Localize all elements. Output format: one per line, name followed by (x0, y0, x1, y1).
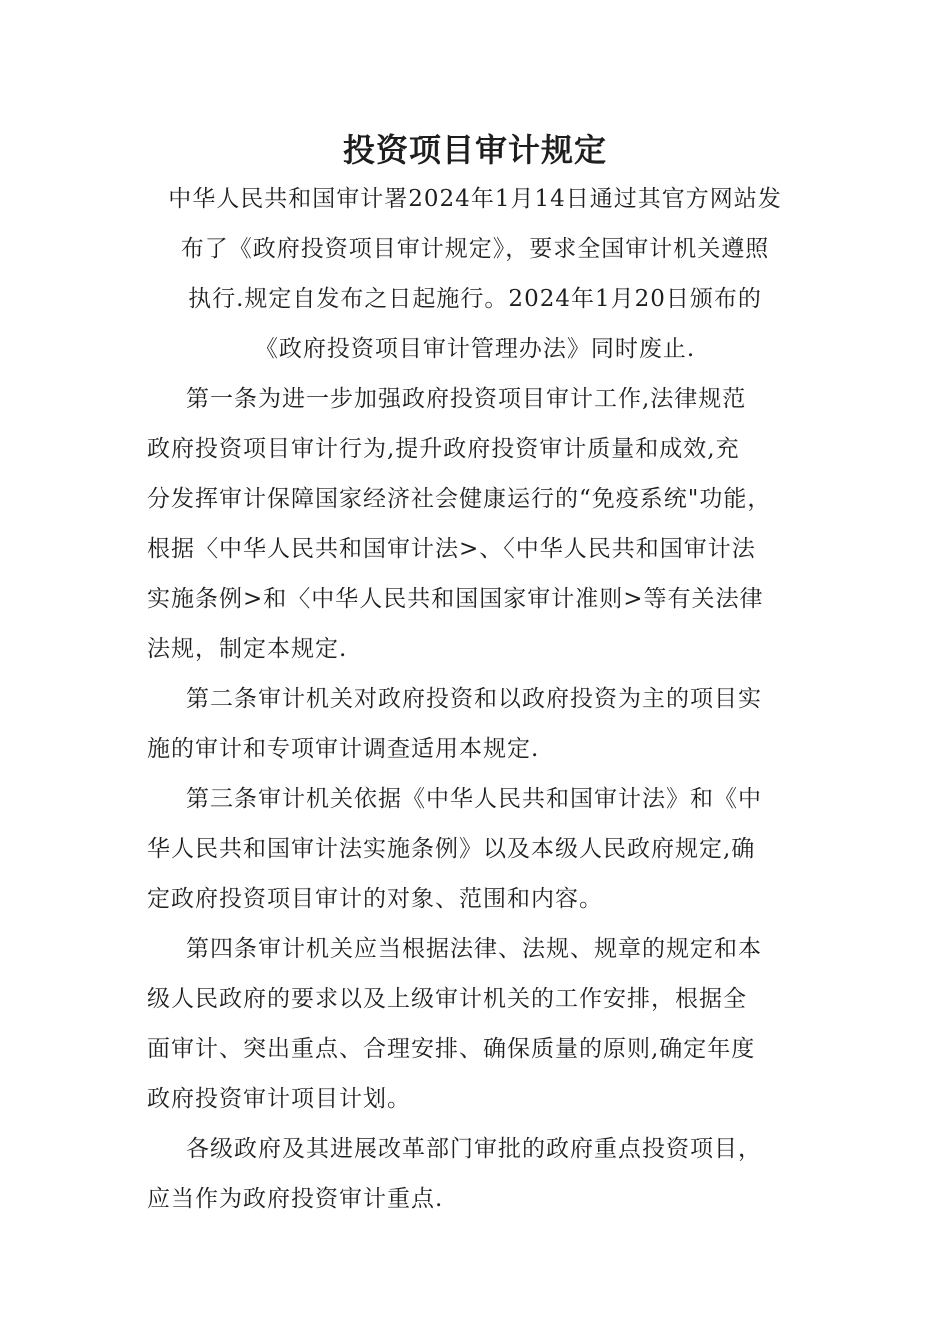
article-line: 施的审计和专项审计调查适用本规定. (147, 736, 540, 762)
article-line: 第三条审计机关依据《中华人民共和国审计法》和《中 (186, 786, 762, 812)
article-line: 各级政府及其进展改革部门审批的政府重点投资项目， (186, 1136, 762, 1162)
article-line: 政府投资项目审计行为,提升政府投资审计质量和成效,充 (147, 436, 740, 462)
article-line: 定政府投资项目审计的对象、范围和内容。 (147, 886, 603, 912)
intro-line: 布了《政府投资项目审计规定》，要求全国审计机关遵照 (180, 236, 770, 262)
article-line: 根据〈中华人民共和国审计法>、〈中华人民共和国审计法 (147, 536, 756, 562)
article-line: 面审计、突出重点、合理安排、确保质量的原则,确定年度 (147, 1036, 756, 1062)
article-line: 第四条审计机关应当根据法律、法规、规章的规定和本 (186, 936, 762, 962)
intro-line: 中华人民共和国审计署2024年1月14日通过其官方网站发 (168, 186, 782, 212)
article-line: 应当作为政府投资审计重点. (147, 1186, 444, 1212)
article-line: 第一条为进一步加强政府投资项目审计工作,法律规范 (186, 386, 747, 412)
article-line: 级人民政府的要求以及上级审计机关的工作安排，根据全 (147, 986, 747, 1012)
article-line: 第二条审计机关对政府投资和以政府投资为主的项目实 (186, 686, 762, 712)
article-line: 法规，制定本规定. (147, 636, 348, 662)
article-line: 分发挥审计保障国家经济社会健康运行的“免疫系统"功能， (147, 486, 772, 512)
article-line: 实施条例>和〈中华人民共和国国家审计准则>等有关法律 (147, 586, 764, 612)
document-title: 投资项目审计规定 (342, 131, 607, 169)
intro-line: 执行.规定自发布之日起施行。2024年1月20日颁布的 (188, 286, 762, 312)
article-line: 政府投资审计项目计划。 (147, 1086, 411, 1112)
intro-line: 《政府投资项目审计管理办法》同时废止. (254, 336, 696, 362)
article-line: 华人民共和国审计法实施条例》以及本级人民政府规定,确 (147, 836, 756, 862)
